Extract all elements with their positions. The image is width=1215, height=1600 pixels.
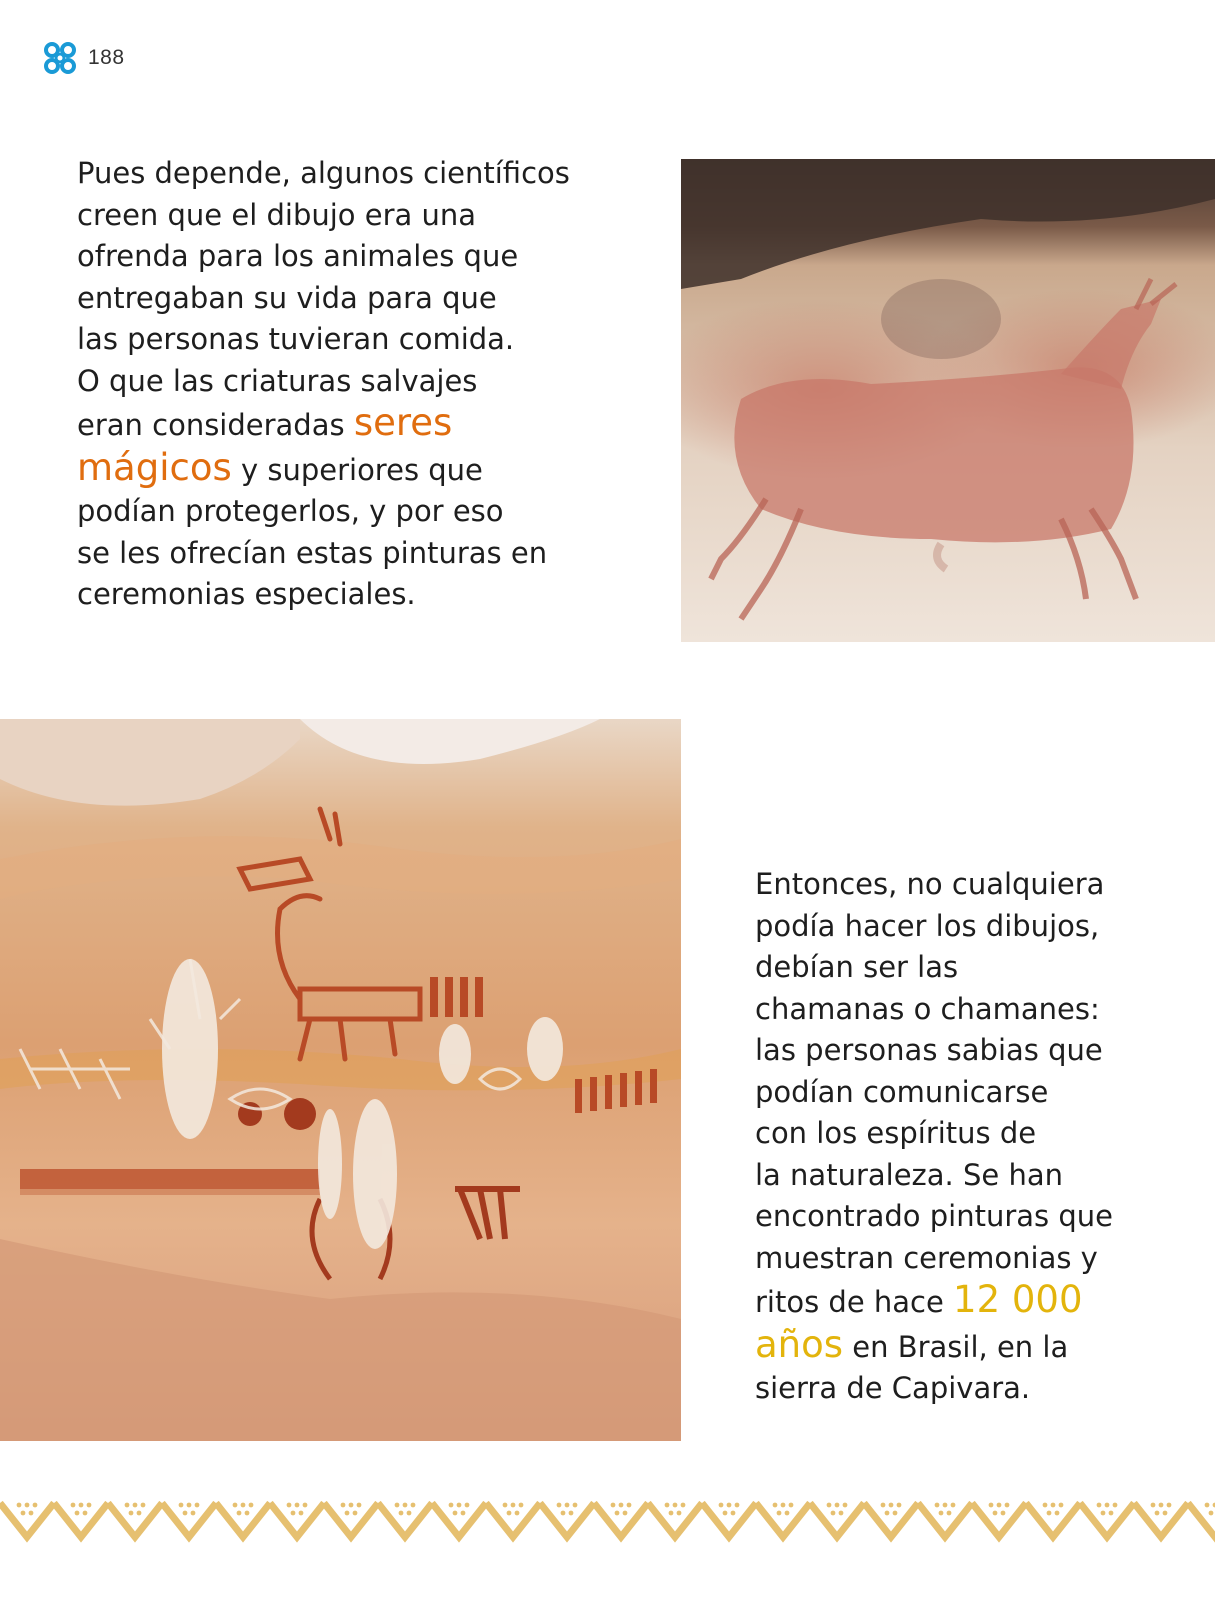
text-line: muestran ceremonias y: [755, 1240, 1098, 1275]
text-line: creen que el dibujo era una: [77, 197, 477, 232]
text-segment: eran consideradas: [77, 408, 354, 442]
zigzag-border: [0, 1497, 1215, 1547]
text-segment: en Brasil, en la: [843, 1329, 1069, 1364]
highlight-anos: años: [755, 1322, 844, 1366]
text-line: [755, 1324, 1175, 1369]
paragraph-offering: [77, 153, 637, 616]
page-number: 188: [88, 46, 125, 69]
text-line: Entonces, no cualquiera: [755, 867, 1105, 901]
highlight-12000: 12 000: [953, 1278, 1083, 1321]
text-segment: ritos de hace: [755, 1285, 954, 1319]
flower-knot-icon: [42, 40, 78, 76]
text-line: O que las criaturas salvajes: [77, 363, 478, 398]
text-line: se les ofrecían estas pinturas en: [77, 535, 548, 570]
text-line: chamanas o chamanes:: [755, 991, 1100, 1026]
text-line: Pues depende, algunos científicos: [77, 156, 570, 190]
text-line: [77, 447, 637, 492]
text-line: las personas tuvieran comida.: [77, 322, 515, 356]
paragraph-shamans: [755, 864, 1175, 1410]
text-line: encontrado pinturas que: [755, 1199, 1113, 1233]
text-line: [77, 402, 637, 447]
text-line: podía hacer los dibujos,: [755, 908, 1100, 943]
highlight-seres: seres: [353, 401, 453, 444]
text-segment: y superiores que: [231, 452, 483, 487]
rock-painting-wall-image: [0, 719, 681, 1441]
text-line: [755, 1279, 1175, 1324]
text-line: sierra de Capivara.: [755, 1371, 1031, 1405]
text-line: ofrenda para los animales que: [77, 239, 519, 273]
rock-painting-deer-image: [681, 159, 1215, 642]
text-line: debían ser las: [755, 950, 959, 984]
text-line: con los espíritus de: [755, 1116, 1037, 1150]
text-line: la naturaleza. Se han: [755, 1157, 1063, 1192]
text-line: podían protegerlos, y por eso: [77, 494, 504, 528]
text-line: podían comunicarse: [755, 1074, 1049, 1109]
text-line: ceremonias especiales.: [77, 577, 416, 611]
highlight-magicos: mágicos: [77, 445, 232, 489]
text-line: entregaban su vida para que: [77, 280, 497, 315]
text-line: las personas sabias que: [755, 1033, 1103, 1067]
page-header: [42, 40, 125, 76]
